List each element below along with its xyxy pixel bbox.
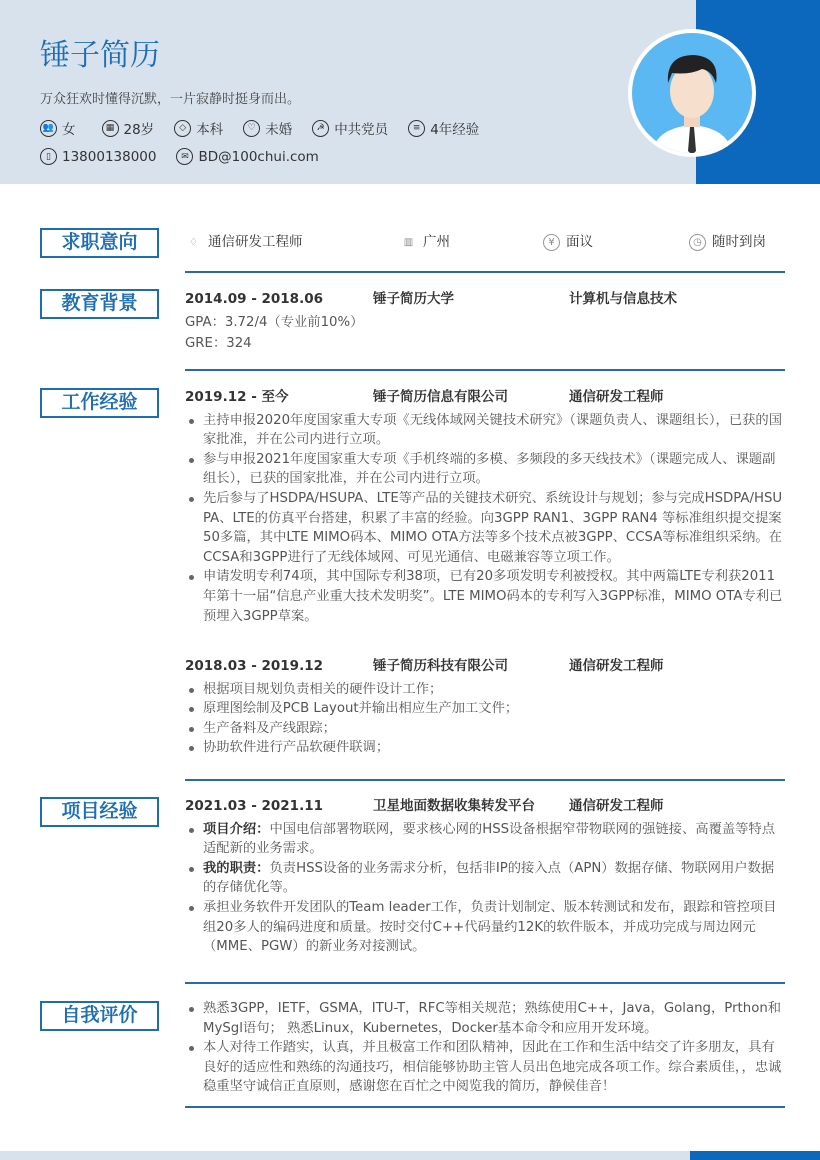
section-title-education: 教育背景 — [40, 289, 159, 319]
bullet-text: 负责HSS设备的业务需求分析，包括非IP的接入点（APN）数据存储、物联网用户数据的存储优化等。 — [203, 860, 775, 896]
gender: 女 — [62, 122, 76, 138]
yen-icon: ¥ — [543, 234, 560, 251]
job-bullet: 根据项目规划负责相关的硬件设计工作； — [185, 680, 785, 700]
job-intent — [185, 233, 785, 253]
section-title-work: 工作经验 — [40, 388, 159, 418]
bullet-text: 中国电信部署物联网，要求核心网的HSS设备根据窄带物联网的强链接、高覆盖等特点适配新的业务需求。 — [203, 821, 776, 857]
intent-salary: 面议 — [566, 234, 593, 250]
clock-icon: ◷ — [689, 234, 706, 251]
job-bullet: 主持申报2020年度国家重大专项《无线体域网关键技术研究》（课题负责人、课题组长），已获的国家批准，并在公司内进行立项。 — [185, 411, 785, 450]
section-title-intent: 求职意向 — [40, 228, 159, 258]
building-icon: ▥ — [403, 237, 414, 248]
bullet-label: 我的职责： — [203, 860, 270, 876]
job-role: 通信研发工程师 — [569, 389, 664, 405]
gender-icon: 👥 — [40, 120, 57, 137]
divider — [185, 982, 785, 984]
divider — [185, 369, 785, 371]
project-bullet — [185, 820, 785, 859]
graduation-cap-icon: ◇ — [174, 120, 191, 137]
edu-date: 2014.09 - 2018.06 — [185, 291, 323, 307]
resume-name: 锤子简历 — [40, 38, 160, 73]
project-bullet — [185, 898, 785, 957]
party-emblem-icon: ☭ — [312, 120, 329, 137]
project-role: 通信研发工程师 — [569, 798, 664, 814]
calendar-icon: ▦ — [102, 120, 119, 137]
intent-availability: 随时到岗 — [712, 234, 766, 250]
project-name: 卫星地面数据收集转发平台 — [373, 798, 535, 814]
job-role: 通信研发工程师 — [569, 658, 664, 674]
job-bullet: 生产备料及产线跟踪； — [185, 719, 785, 739]
bullet-text: 承担业务软件开发团队的Team leader工作，负责计划制定、版本转测试和发布，跟踪和管控项目组20多人的编码进度和质量。按时交付C++代码量约12K的软件版本，并成功完成与周边网元（MME、PGW）的新业务对接测试。 — [203, 899, 777, 955]
marital-status: 未婚 — [265, 122, 293, 138]
project-entry — [185, 797, 785, 957]
self-evaluation — [185, 999, 785, 1097]
intent-position: 通信研发工程师 — [208, 234, 303, 250]
divider — [185, 271, 785, 273]
contact-info — [40, 148, 319, 165]
footer-accent-block — [690, 1151, 820, 1160]
political-status: 中共党员 — [334, 122, 389, 138]
job-company: 锤子简历科技有限公司 — [373, 658, 508, 674]
job-bullet: 先后参与了HSDPA/HSUPA、LTE等产品的关键技术研究、系统设计与规划；参与完成HSDPA/HSUPA、LTE的仿真平台搭建，积累了丰富的经验。向3GPP RAN1、3GPP RAN4 等标准组织提交提案50多篇，其中LTE MIMO码本、MIMO OTA方法等多个技术点被3GPP、CCSA等标准组织采纳。在CCSA和3GPP进行了无线体域网、可见光通信、电磁兼容等立项工作。 — [185, 489, 785, 567]
experience-years: 4年经验 — [430, 122, 480, 138]
personal-info — [40, 118, 479, 138]
email-icon: ✉ — [176, 148, 193, 165]
self-bullet: 熟悉3GPP，IETF，GSMA，ITU-T，RFC等相关规范；熟练使用C++，Java，Golang，Prthon和MySgl语句； 熟悉Linux，Kubernetes，Docker基本命令和应用开发环境。 — [185, 999, 785, 1038]
edu-major: 计算机与信息技术 — [569, 291, 677, 307]
job-date: 2019.12 - 至今 — [185, 389, 289, 405]
divider — [185, 1106, 785, 1108]
tie-icon: ♢ — [189, 237, 198, 248]
section-title-project: 项目经验 — [40, 797, 159, 827]
edu-school: 锤子简历大学 — [373, 291, 454, 307]
age: 28岁 — [123, 122, 155, 138]
footer-band — [0, 1151, 690, 1160]
job-company: 锤子简历信息有限公司 — [373, 389, 508, 405]
bullet-label: 项目介绍： — [203, 821, 270, 837]
divider — [185, 779, 785, 781]
degree: 本科 — [196, 122, 224, 138]
work-entry — [185, 657, 785, 758]
education-entry — [185, 290, 785, 354]
job-bullet: 参与申报2021年度国家重大专项《手机终端的多模、多频段的多天线技术》（课题完成人、课题副组长），已获的国家批准，并在公司内进行立项。 — [185, 450, 785, 489]
edu-gre: GRE：324 — [185, 336, 252, 352]
section-title-self: 自我评价 — [40, 1001, 159, 1031]
job-date: 2018.03 - 2019.12 — [185, 658, 323, 674]
project-bullet — [185, 859, 785, 898]
document-icon: ≡ — [408, 120, 425, 137]
phone-icon: ▯ — [40, 148, 57, 165]
edu-gpa: GPA：3.72/4（专业前10%） — [185, 314, 364, 330]
work-entry — [185, 388, 785, 626]
phone: 13800138000 — [62, 148, 157, 165]
email: BD@100chui.com — [198, 148, 319, 165]
intent-city: 广州 — [423, 234, 450, 250]
motto: 万众狂欢时懂得沉默，一片寂静时挺身而出。 — [40, 92, 301, 107]
heart-icon: ♡ — [243, 120, 260, 137]
project-date: 2021.03 - 2021.11 — [185, 798, 323, 814]
avatar — [628, 29, 756, 157]
job-bullet: 申请发明专利74项，其中国际专利38项，已有20多项发明专利被授权。其中两篇LTE专利获2011年第十一届“信息产业重大技术发明奖”。LTE MIMO码本的专利写入3GPP标准，MIMO OTA专利已预埋入3GPP草案。 — [185, 567, 785, 626]
self-bullet: 本人对待工作踏实，认真，并且极富工作和团队精神，因此在工作和生活中结交了许多朋友，具有良好的适应性和熟练的沟通技巧，相信能够协助主管人员出色地完成各项工作。综合素质佳，，忠诚稳重坚守诚信正直原则，感谢您在百忙之中阅览我的简历，静候佳音！ — [185, 1038, 785, 1097]
job-bullet: 原理图绘制及PCB Layout并输出相应生产加工文件； — [185, 699, 785, 719]
job-bullet: 协助软件进行产品软硬件联调； — [185, 738, 785, 758]
